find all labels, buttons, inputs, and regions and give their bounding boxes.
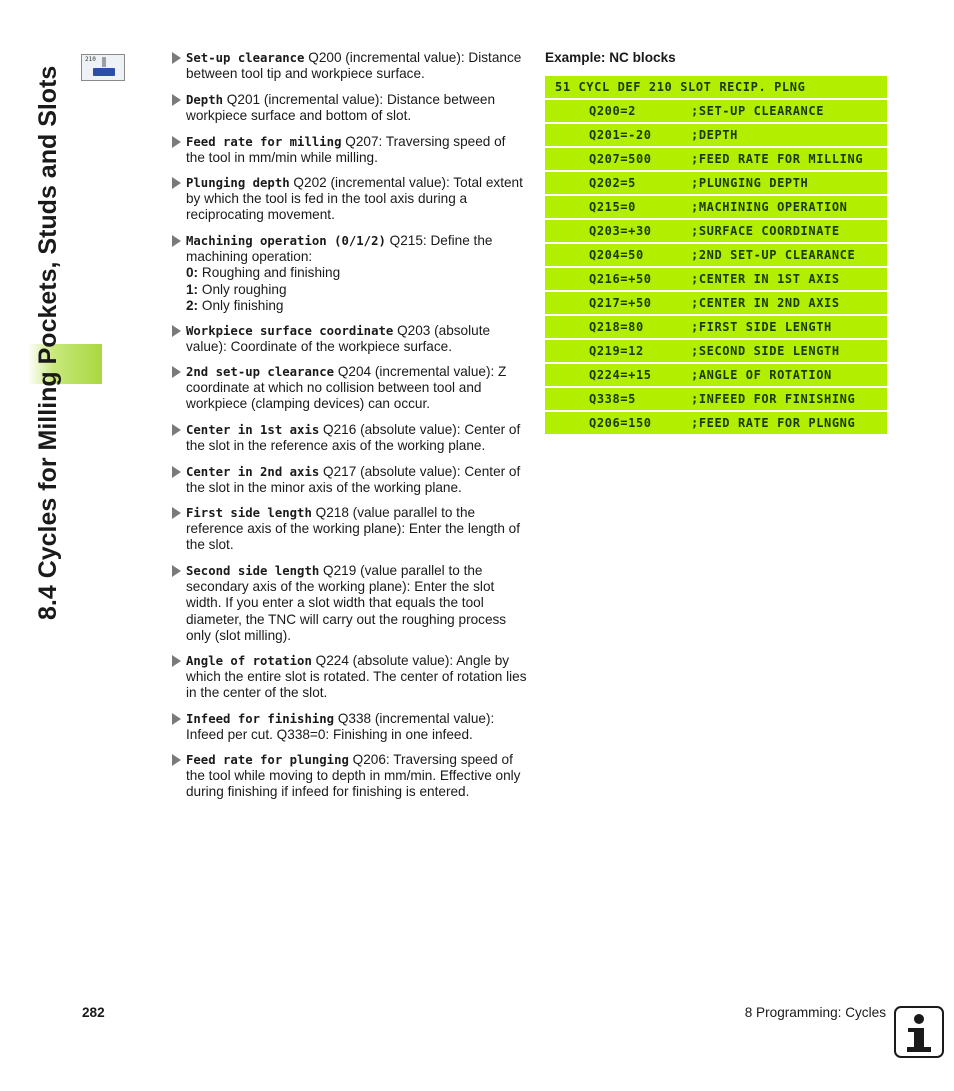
nc-block-row [545,76,887,98]
nc-code: Q207=500 [589,152,652,166]
nc-comment: ;SECOND SIDE LENGTH [691,344,840,358]
info-base [907,1047,931,1052]
param-description: Q217 (absolute value): Center of the slot in the minor axis of the working plane. [186,464,521,496]
param-description: Q338 (incremental value): Infeed per cut. Q338=0: Finishing in one infeed. [186,711,495,743]
nc-block-row [545,388,887,410]
param-key: First side length [186,506,312,520]
nc-block-row [545,292,887,314]
bullet-arrow-icon [172,325,181,337]
param-workpiece-surface [172,323,527,355]
nc-block-row [545,196,887,218]
chapter-side-title [24,50,68,620]
param-description: Q204 (incremental value): Z coordinate at which no collision between tool and workpiece (clamping devices) can occur. [186,364,507,412]
nc-code: Q203=+30 [589,224,652,238]
param-description: Q218 (value parallel to the reference axis of the working plane): Enter the length of the slot. [186,505,520,553]
nc-code: Q201=-20 [589,128,652,142]
nc-comment: ;DEPTH [691,128,738,142]
param-key: Feed rate for plunging [186,753,349,767]
param-2nd-set-up-clearance [172,364,527,413]
slot-reciprocating-icon [81,54,125,81]
param-feed-rate-milling [172,134,527,166]
nc-comment: ;CENTER IN 2ND AXIS [691,296,840,310]
nc-block-row [545,364,887,386]
nc-block-row [545,172,887,194]
param-first-side-length [172,505,527,554]
info-icon [894,1006,944,1058]
nc-block-row [545,148,887,170]
param-description: Q224 (absolute value): Angle by which the entire slot is rotated. The center of rotation lies in the center of the slot. [186,653,527,701]
param-key: Angle of rotation [186,654,312,668]
option-code: 1: [186,281,199,297]
page-number: 282 [82,1005,105,1020]
cycle-number-label: 210 [85,56,96,63]
bullet-arrow-icon [172,177,181,189]
nc-code: Q202=5 [589,176,636,190]
param-feed-rate-plunging [172,752,527,801]
bullet-arrow-icon [172,366,181,378]
nc-comment: ;2ND SET-UP CLEARANCE [691,248,856,262]
bullet-arrow-icon [172,713,181,725]
option-label: Only finishing [198,297,284,313]
param-description: Q201 (incremental value): Distance between workpiece surface and bottom of slot. [186,92,496,124]
nc-block-row [545,412,887,434]
nc-comment: ;FEED RATE FOR PLNGNG [691,416,856,430]
nc-code: Q216=+50 [589,272,652,286]
param-key: Infeed for finishing [186,712,335,726]
nc-block-row [545,340,887,362]
nc-code: 51 CYCL DEF 210 SLOT RECIP. PLNG [555,80,806,94]
option-label: Roughing and finishing [198,265,341,281]
nc-comment: ;CENTER IN 1ST AXIS [691,272,840,286]
example-heading: Example: NC blocks [545,50,676,65]
nc-code: Q217=+50 [589,296,652,310]
nc-comment: ;FIRST SIDE LENGTH [691,320,832,334]
nc-code: Q338=5 [589,392,636,406]
nc-comment: ;SET-UP CLEARANCE [691,104,825,118]
param-description: Q219 (value parallel to the secondary axis of the working plane): Enter the slot width. If you enter a slot width that equals the tool diameter, the TNC will carry out the roughing process only (slot milling). [186,563,507,643]
nc-code: Q206=150 [589,416,652,430]
param-second-side-length [172,563,527,644]
param-key: Depth [186,93,224,107]
bullet-arrow-icon [172,565,181,577]
param-key: Center in 1st axis [186,423,320,437]
bullet-arrow-icon [172,136,181,148]
nc-block-row [545,268,887,290]
param-description: Q207: Traversing speed of the tool in mm/min while milling. [186,134,506,166]
bullet-arrow-icon [172,754,181,766]
nc-code: Q219=12 [589,344,644,358]
nc-comment: ;SURFACE COORDINATE [691,224,840,238]
param-description: Q215: Define the machining operation: [186,233,493,265]
nc-block-row [545,124,887,146]
param-key: Workpiece surface coordinate [186,324,394,338]
nc-code: Q215=0 [589,200,636,214]
nc-comment: ;INFEED FOR FINISHING [691,392,856,406]
nc-comment: ;FEED RATE FOR MILLING [691,152,864,166]
nc-code: Q218=80 [589,320,644,334]
option-1 [186,282,527,298]
nc-block-row [545,220,887,242]
param-key: Plunging depth [186,176,290,190]
param-description: Q216 (absolute value): Center of the slot in the reference axis of the working plane. [186,422,521,454]
bullet-arrow-icon [172,507,181,519]
nc-block-row [545,100,887,122]
info-dot [914,1014,924,1024]
param-description: Q202 (incremental value): Total extent by which the tool is fed in the tool axis during a reciprocating movement. [186,175,523,223]
param-center-1st-axis [172,422,527,454]
nc-comment: ;MACHINING OPERATION [691,200,848,214]
param-machining-operation [172,233,527,314]
param-set-up-clearance [172,50,527,82]
bullet-arrow-icon [172,655,181,667]
param-center-2nd-axis [172,464,527,496]
nc-comment: ;PLUNGING DEPTH [691,176,809,190]
nc-code: Q224=+15 [589,368,652,382]
option-code: 0: [186,265,199,281]
param-key: Center in 2nd axis [186,465,320,479]
bullet-arrow-icon [172,235,181,247]
param-depth [172,92,527,124]
nc-code: Q200=2 [589,104,636,118]
nc-block-row [545,316,887,338]
bullet-arrow-icon [172,52,181,64]
param-angle-of-rotation [172,653,527,702]
bullet-arrow-icon [172,466,181,478]
nc-code: Q204=50 [589,248,644,262]
slot-shape [93,68,115,76]
nc-block-list [545,76,887,436]
option-2 [186,298,527,314]
bullet-arrow-icon [172,94,181,106]
param-description: Q200 (incremental value): Distance between tool tip and workpiece surface. [186,50,522,82]
param-key: Feed rate for milling [186,135,342,149]
param-infeed-finishing [172,711,527,743]
option-0 [186,265,527,281]
param-description: Q206: Traversing speed of the tool while moving to depth in mm/min. Effective only during finishing if infeed for finishing is entered. [186,752,521,800]
option-code: 2: [186,297,199,313]
param-description: Q203 (absolute value): Coordinate of the workpiece surface. [186,323,491,355]
option-label: Only roughing [198,281,287,297]
param-key: Second side length [186,564,320,578]
tool-shape [102,57,106,67]
footer-chapter: 8 Programming: Cycles [744,1005,886,1020]
bullet-arrow-icon [172,424,181,436]
param-key: Set-up clearance [186,51,305,65]
param-key: 2nd set-up clearance [186,365,335,379]
nc-comment: ;ANGLE OF ROTATION [691,368,832,382]
param-key: Machining operation (0/1/2) [186,234,386,248]
chapter-title-text: 8.4 Cycles for Milling Pockets, Studs and Slots [34,65,62,620]
nc-block-row [545,244,887,266]
param-plunging-depth [172,175,527,224]
